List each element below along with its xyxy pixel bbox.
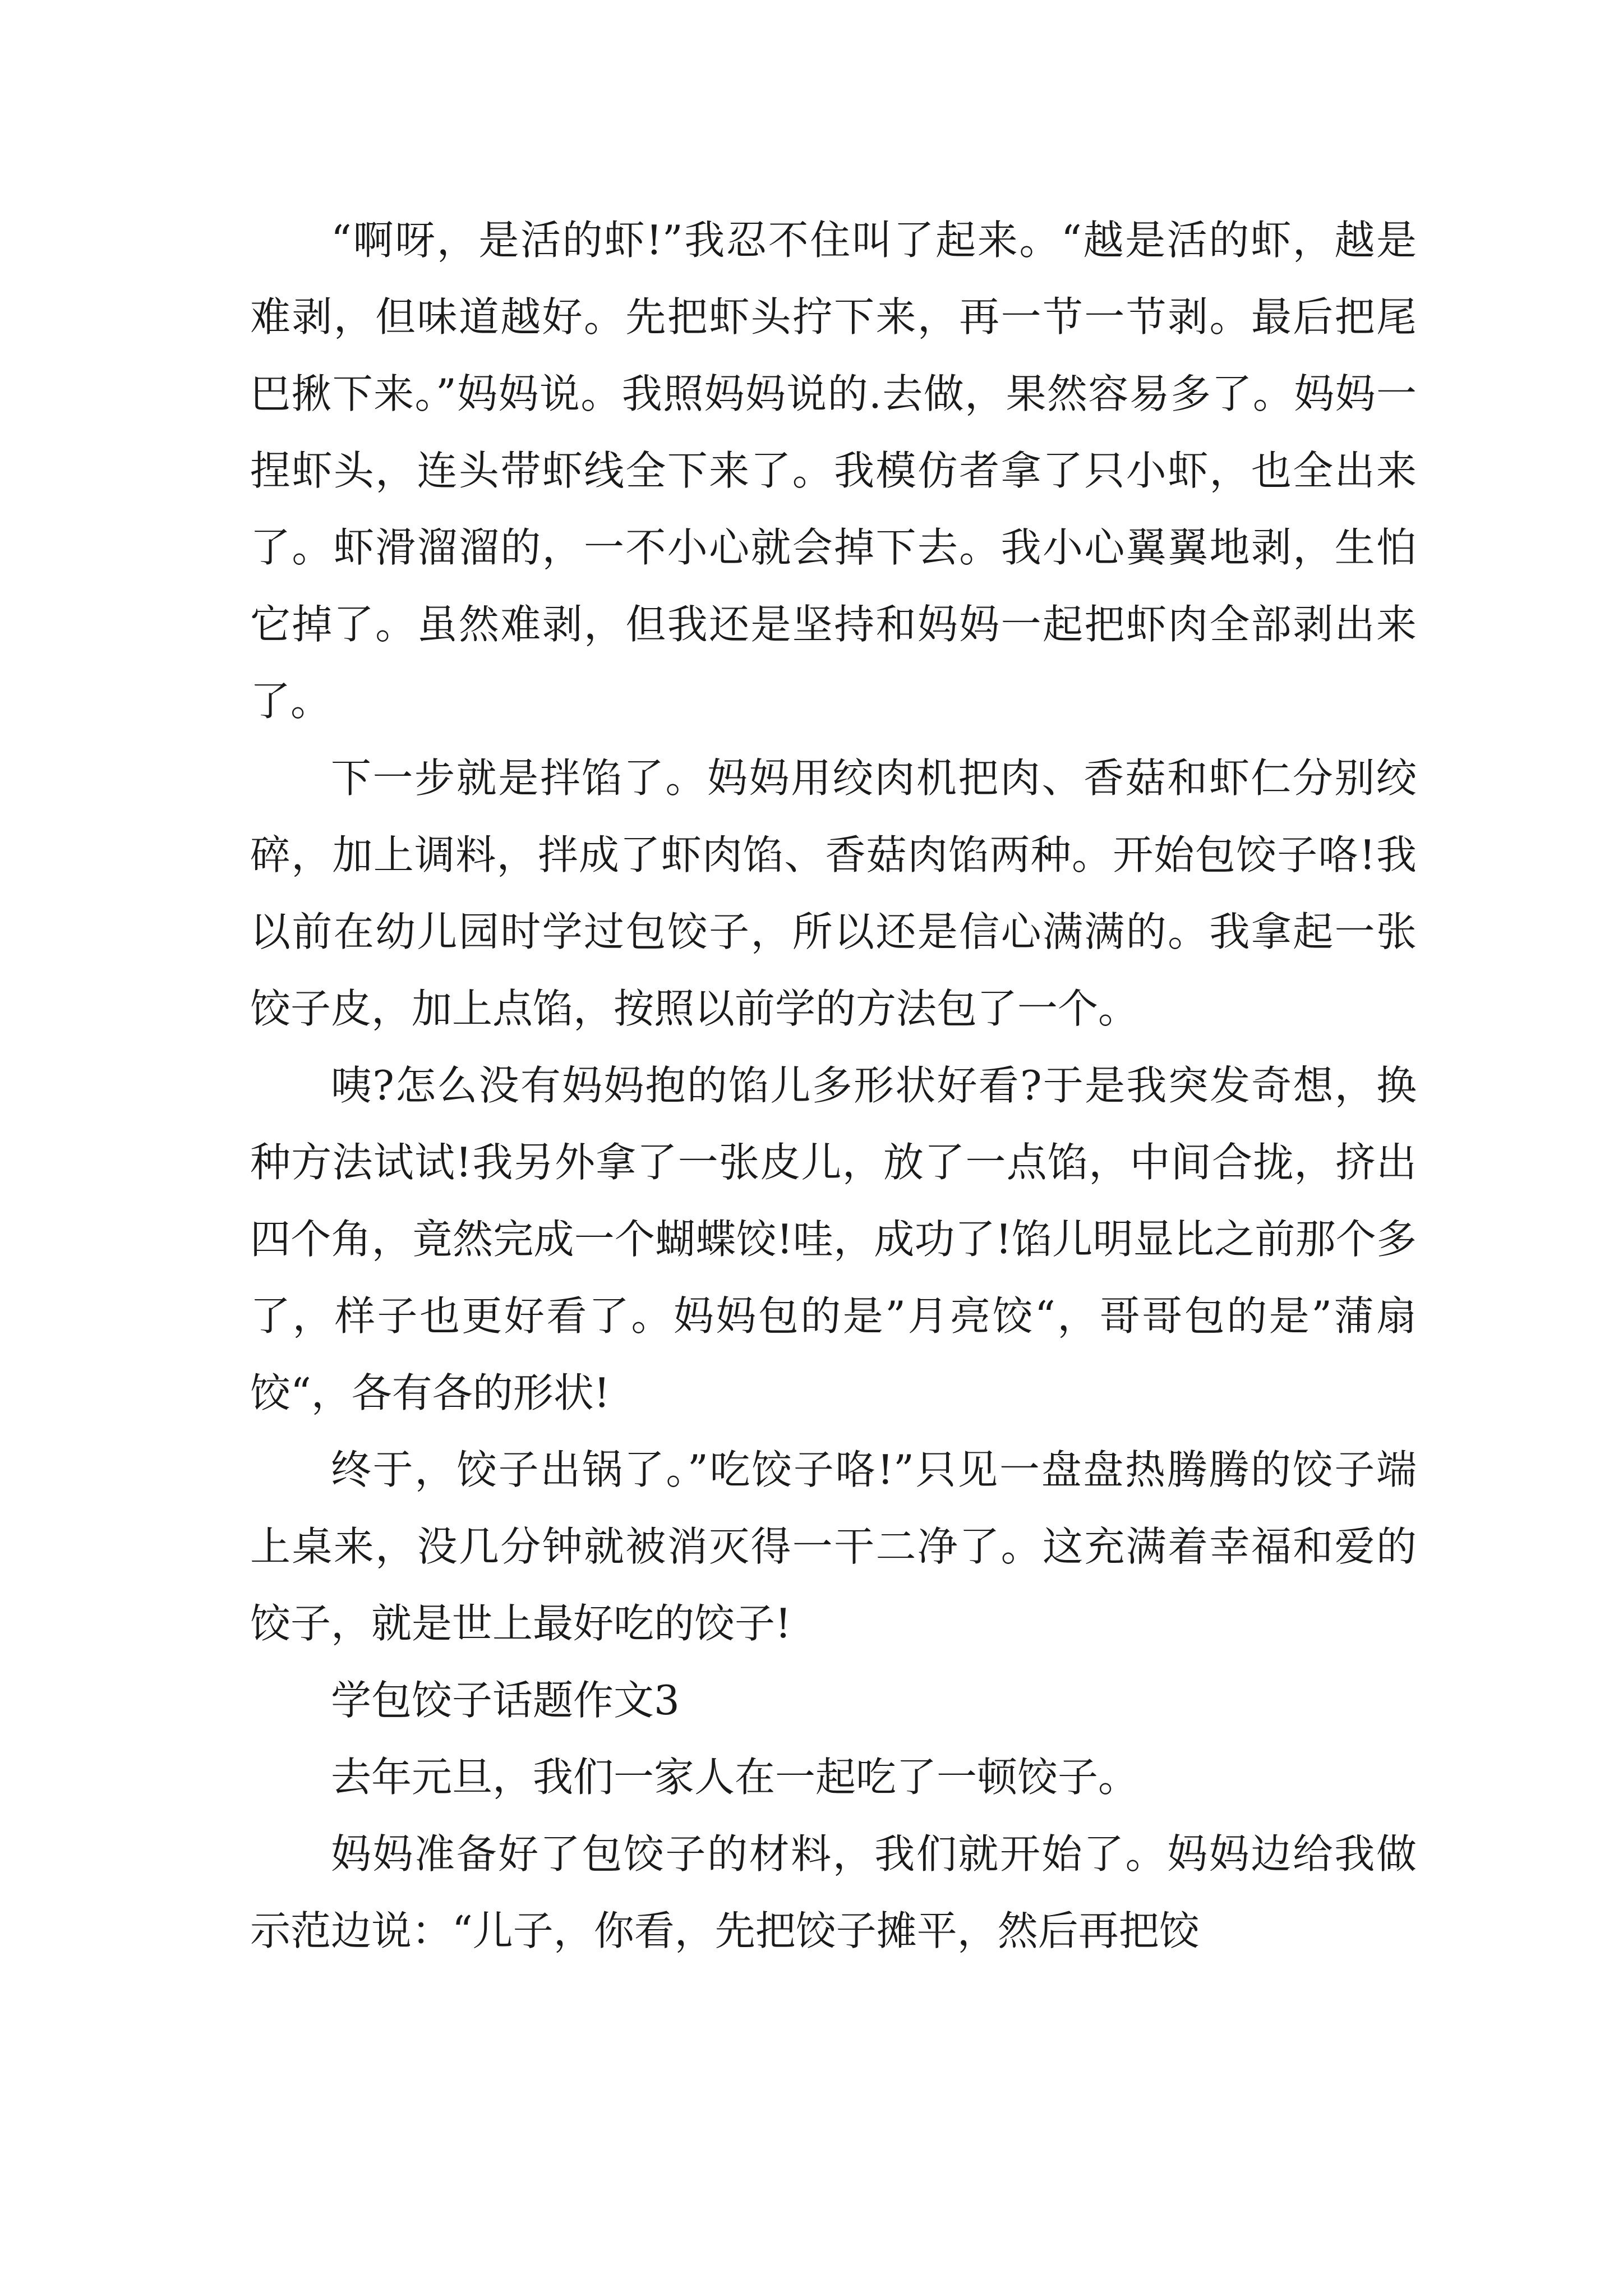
paragraph-3: 咦?怎么没有妈妈抱的馅儿多形状好看?于是我突发奇想，换种方法试试!我另外拿了一张皮儿，放了一点馅，中间合拢，挤出四个角，竟然完成一个蝴蝶饺!哇，成功了!馅儿明显比之前那个多了，样子也更好看了。妈妈包的是”月亮饺“，哥哥包的是”蒲扇饺“，各有各的形状! (250, 1062, 1417, 1416)
section-heading: 学包饺子话题作文3 (331, 1677, 680, 1724)
paragraph-1: “啊呀，是活的虾!”我忍不住叫了起来。“越是活的虾，越是难剥，但味道越好。先把虾头拧下来，再一节一节剥。最后把尾巴揪下来。”妈妈说。我照妈妈说的.去做，果然容易多了。妈妈一捏虾头，连头带虾线全下来了。我模仿者拿了只小虾，也全出来了。虾滑溜溜的，一不小心就会掉下去。我小心翼翼地剥，生怕它掉了。虽然难剥，但我还是坚持和妈妈一起把虾肉全部剥出来了。 (250, 217, 1417, 725)
paragraph-2: 下一步就是拌馅了。妈妈用绞肉机把肉、香菇和虾仁分别绞碎，加上调料，拌成了虾肉馅、香菇肉馅两种。开始包饺子咯!我以前在幼儿园时学过包饺子，所以还是信心满满的。我拿起一张饺子皮，加上点馅，按照以前学的方法包了一个。 (250, 754, 1417, 1032)
paragraph-6: 妈妈准备好了包饺子的材料，我们就开始了。妈妈边给我做示范边说：“儿子，你看，先把饺子摊平，然后再把饺 (250, 1830, 1417, 1954)
paragraph-4: 终于，饺子出锅了。”吃饺子咯!”只见一盘盘热腾腾的饺子端上桌来，没几分钟就被消灭得一干二净了。这充满着幸福和爱的饺子，就是世上最好吃的饺子! (250, 1446, 1417, 1647)
paragraph-5: 去年元旦，我们一家人在一起吃了一顿饺子。 (331, 1754, 1139, 1801)
document-body (250, 202, 1417, 1970)
